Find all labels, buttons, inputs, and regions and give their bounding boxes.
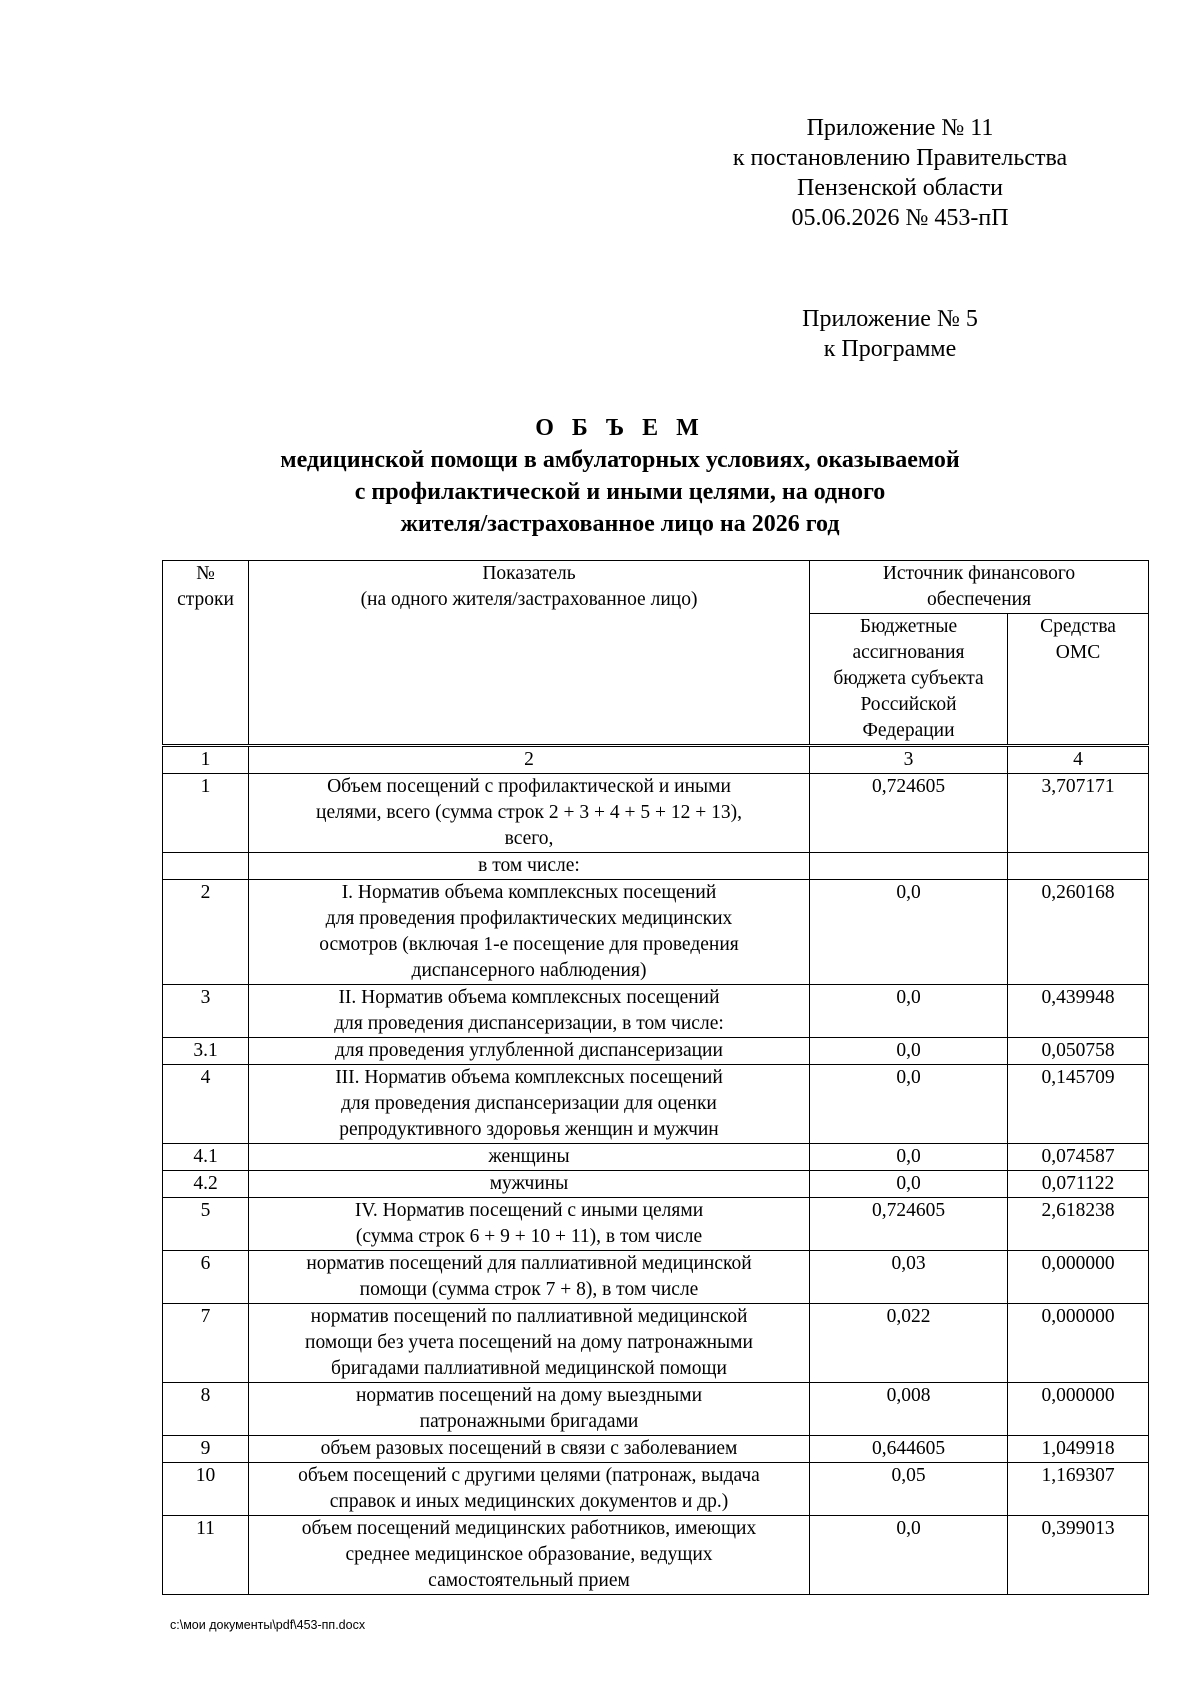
row-number: 4.2: [163, 1171, 249, 1198]
row-number: 8: [163, 1383, 249, 1436]
row-number: 2: [163, 880, 249, 985]
row-budget-value: 0,0: [810, 1171, 1008, 1198]
column-number: 2: [249, 746, 810, 774]
row-oms-value: 0,000000: [1008, 1383, 1149, 1436]
row-budget-value: 0,03: [810, 1251, 1008, 1304]
header-funding-source: Источник финансового обеспечения: [810, 561, 1149, 614]
row-oms-value: 0,074587: [1008, 1144, 1149, 1171]
row-budget-value: 0,724605: [810, 1198, 1008, 1251]
row-indicator: IV. Норматив посещений с иными целями (сумма строк 6 + 9 + 10 + 11), в том числе: [249, 1198, 810, 1251]
row-oms-value: 0,050758: [1008, 1038, 1149, 1065]
table-row: [163, 1065, 1149, 1144]
row-number: 1: [163, 774, 249, 853]
table-row: [163, 853, 1149, 880]
row-budget-value: 0,022: [810, 1304, 1008, 1383]
row-indicator: объем разовых посещений в связи с заболеванием: [249, 1436, 810, 1463]
row-oms-value: 0,260168: [1008, 880, 1149, 985]
row-indicator: I. Норматив объема комплексных посещений для проведения профилактических медицинских осмотров (включая 1-е посещение для проведения диспансерного наблюдения): [249, 880, 810, 985]
row-budget-value: 0,644605: [810, 1436, 1008, 1463]
row-budget-value: 0,0: [810, 880, 1008, 985]
row-indicator: Объем посещений с профилактической и иными целями, всего (сумма строк 2 + 3 + 4 + 5 + 12 + 13), всего,: [249, 774, 810, 853]
title-main: О Б Ъ Е М: [535, 415, 705, 441]
row-indicator: норматив посещений по паллиативной медицинской помощи без учета посещений на дому патронажными бригадами паллиативной медицинской помощи: [249, 1304, 810, 1383]
column-number-row: [163, 746, 1149, 774]
row-number: 3: [163, 985, 249, 1038]
title-line: жителя/застрахованное лицо на 2026 год: [400, 511, 840, 537]
row-indicator: для проведения углубленной диспансеризации: [249, 1038, 810, 1065]
row-indicator: объем посещений медицинских работников, имеющих среднее медицинское образование, ведущих самостоятельный прием: [249, 1516, 810, 1595]
file-path-footer: c:\мои документы\pdf\453-пп.docx: [170, 1618, 366, 1632]
row-budget-value: 0,724605: [810, 774, 1008, 853]
row-oms-value: 1,049918: [1008, 1436, 1149, 1463]
table-row: [163, 1144, 1149, 1171]
row-indicator: норматив посещений для паллиативной медицинской помощи (сумма строк 7 + 8), в том числе: [249, 1251, 810, 1304]
row-indicator: мужчины: [249, 1171, 810, 1198]
table-row: [163, 1383, 1149, 1436]
table-row: [163, 1436, 1149, 1463]
row-budget-value: 0,008: [810, 1383, 1008, 1436]
document-title: [160, 412, 1080, 540]
row-budget-value: 0,0: [810, 985, 1008, 1038]
table-row: [163, 985, 1149, 1038]
header-budget: Бюджетные ассигнования бюджета субъекта Российской Федерации: [810, 614, 1008, 746]
row-number: 4.1: [163, 1144, 249, 1171]
volume-table: [162, 560, 1149, 1595]
row-number: [163, 853, 249, 880]
row-indicator: женщины: [249, 1144, 810, 1171]
table-row: [163, 774, 1149, 853]
annex-5-header: [760, 304, 1020, 364]
row-oms-value: 2,618238: [1008, 1198, 1149, 1251]
header-oms: Средства ОМС: [1008, 614, 1149, 746]
row-budget-value: 0,0: [810, 1065, 1008, 1144]
row-oms-value: 1,169307: [1008, 1463, 1149, 1516]
row-oms-value: 3,707171: [1008, 774, 1149, 853]
row-number: 7: [163, 1304, 249, 1383]
row-budget-value: 0,0: [810, 1038, 1008, 1065]
annex-11-line: Приложение № 11: [806, 115, 994, 141]
row-oms-value: [1008, 853, 1149, 880]
row-number: 10: [163, 1463, 249, 1516]
table-row: [163, 1171, 1149, 1198]
annex-11-date-number: 05.06.2026 № 453-пП: [791, 205, 1009, 231]
annex-11-line: Пензенской области: [797, 175, 1003, 201]
table-header-row: [163, 561, 1149, 614]
row-oms-value: 0,145709: [1008, 1065, 1149, 1144]
row-number: 5: [163, 1198, 249, 1251]
row-oms-value: 0,000000: [1008, 1251, 1149, 1304]
table-row: [163, 1198, 1149, 1251]
table-row: [163, 880, 1149, 985]
row-number: 4: [163, 1065, 249, 1144]
annex-11-line: к постановлению Правительства: [732, 145, 1068, 171]
row-oms-value: 0,071122: [1008, 1171, 1149, 1198]
header-indicator: Показатель (на одного жителя/застрахованное лицо): [249, 561, 810, 746]
row-budget-value: 0,0: [810, 1516, 1008, 1595]
row-number: 6: [163, 1251, 249, 1304]
column-number: 1: [163, 746, 249, 774]
row-indicator: объем посещений с другими целями (патронаж, выдача справок и иных медицинских документов и др.): [249, 1463, 810, 1516]
row-oms-value: 0,399013: [1008, 1516, 1149, 1595]
header-row-number: № строки: [163, 561, 249, 746]
row-number: 9: [163, 1436, 249, 1463]
title-line: медицинской помощи в амбулаторных условиях, оказываемой: [280, 447, 960, 473]
row-number: 11: [163, 1516, 249, 1595]
row-budget-value: 0,05: [810, 1463, 1008, 1516]
annex-5-line: к Программе: [823, 336, 957, 362]
annex-5-line: Приложение № 5: [802, 306, 978, 332]
table-row: [163, 1463, 1149, 1516]
row-number: 3.1: [163, 1038, 249, 1065]
row-oms-value: 0,000000: [1008, 1304, 1149, 1383]
annex-11-header: [680, 113, 1120, 233]
row-indicator: II. Норматив объема комплексных посещений для проведения диспансеризации, в том числе:: [249, 985, 810, 1038]
column-number: 4: [1008, 746, 1149, 774]
row-budget-value: [810, 853, 1008, 880]
title-line: с профилактической и иными целями, на одного: [354, 479, 886, 505]
table-row: [163, 1516, 1149, 1595]
table-row: [163, 1038, 1149, 1065]
row-indicator: III. Норматив объема комплексных посещений для проведения диспансеризации для оценки репродуктивного здоровья женщин и мужчин: [249, 1065, 810, 1144]
column-number: 3: [810, 746, 1008, 774]
table-row: [163, 1304, 1149, 1383]
table-row: [163, 1251, 1149, 1304]
row-budget-value: 0,0: [810, 1144, 1008, 1171]
row-indicator: норматив посещений на дому выездными патронажными бригадами: [249, 1383, 810, 1436]
row-indicator: в том числе:: [249, 853, 810, 880]
row-oms-value: 0,439948: [1008, 985, 1149, 1038]
